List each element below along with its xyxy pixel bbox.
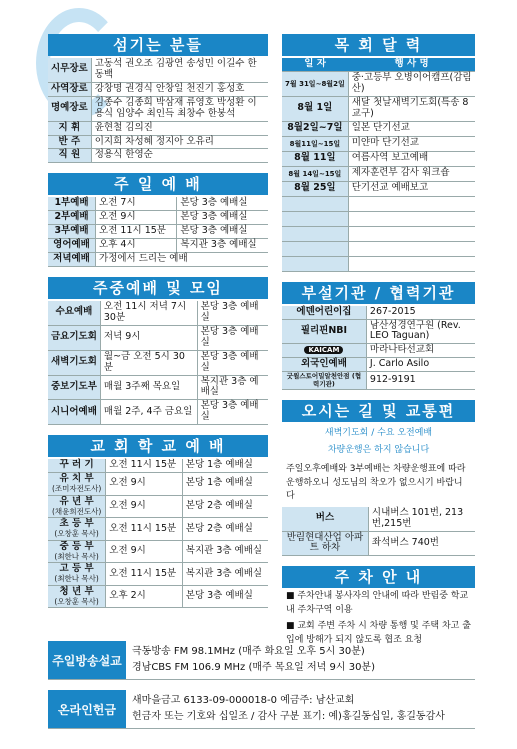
servants-section <box>48 34 268 163</box>
partner-row <box>282 372 475 390</box>
schedule-event: 중·고등부 오병이어캠프(감림산) <box>348 71 475 96</box>
parking-section <box>282 566 475 650</box>
school-dept <box>48 518 106 541</box>
school-place: 본당 2층 예배실 <box>182 518 268 541</box>
school-dept <box>48 563 106 586</box>
weekday-row <box>48 325 268 350</box>
weekday-place: 본당 3층 예배실 <box>197 325 268 350</box>
donation-row <box>48 690 475 729</box>
school-row <box>48 518 268 541</box>
broadcast-text <box>126 641 381 679</box>
weekday-header: 주중예배 및 모임 <box>48 277 268 299</box>
weekday-time: 월~금 오전 5시 30분 <box>100 350 197 375</box>
sunday-place: 본당 3층 예배실 <box>177 225 268 239</box>
servant-row <box>48 96 268 121</box>
weekday-time: 저녁 9시 <box>100 325 197 350</box>
directions-notice-1: 새벽기도회 / 수요 오전예배 <box>324 428 433 439</box>
sunday-header: 주 일 예 배 <box>48 173 268 195</box>
servant-role: 반 주 <box>48 135 91 149</box>
parking-line-2: ■ 교회 주변 주차 시 차량 통행 및 주택 차고 출입에 방해가 되지 않도록 협조 요청 <box>286 621 471 645</box>
partner-logo <box>282 344 366 358</box>
schedule-row <box>282 166 475 181</box>
sunday-place: 본당 3층 예배실 <box>177 197 268 210</box>
school-time: 오전 9시 <box>106 473 183 496</box>
schedule-date: 7월 31일~8월2일 <box>282 71 348 96</box>
servants-header: 섬기는 분들 <box>48 34 268 56</box>
school-header: 교 회 학 교 예 배 <box>48 435 268 457</box>
partner-row <box>282 344 475 358</box>
sunday-place: 복지관 3층 예배실 <box>177 239 268 253</box>
school-dept-pastor: (최한나 목사) <box>54 574 99 584</box>
servant-names: 강창명 권경식 안창일 천진기 홍성호 <box>91 82 268 96</box>
weekday-place: 본당 3층 예배실 <box>197 400 268 425</box>
school-dept-name: 초 등 부 <box>59 518 94 530</box>
donation-line-1: 새마을금고 6133-09-000018-0 예금주: 남산교회 <box>132 695 355 706</box>
servant-role: 시무장로 <box>48 58 91 82</box>
schedule-row <box>282 241 475 256</box>
partner-info: 마라나타선교회 <box>366 344 475 358</box>
partner-info: 남산성경연구원 (Rev. LEO Taguan) <box>366 319 475 344</box>
school-dept <box>48 585 106 608</box>
weekday-place: 본당 3층 예배실 <box>197 350 268 375</box>
schedule-date: 8월 25일 <box>282 181 348 196</box>
schedule-row <box>282 96 475 121</box>
weekday-time: 매월 3주째 목요일 <box>100 375 197 400</box>
weekday-name: 수요예배 <box>48 301 100 325</box>
weekday-name: 중보기도부 <box>48 375 100 400</box>
sunday-name: 영어예배 <box>48 239 96 253</box>
servant-row <box>48 58 268 82</box>
servant-role: 직 원 <box>48 149 91 163</box>
schedule-date: 8월 1일 <box>282 96 348 121</box>
sunday-time: 오전 7시 <box>96 197 177 210</box>
donation-line-2: 헌금자 또는 기호와 십일조 / 감사 구분 표기: 예)홍길동십일, 홍길동감사 <box>132 711 445 722</box>
broadcast-line-1: 극동방송 FM 98.1MHz (매주 화요일 오후 5시 30분) <box>132 646 365 657</box>
partners-table <box>282 306 475 391</box>
servant-names: 김종수 김종희 박삼재 류영호 박성환 이용식 임양수 최인득 최창수 한붕석 <box>91 96 268 121</box>
sunday-row <box>48 239 268 253</box>
school-time: 오전 11시 15분 <box>106 459 183 472</box>
parking-header: 주 차 안 내 <box>282 566 475 588</box>
school-place: 본당 3층 예배실 <box>182 585 268 608</box>
schedule-col-event: 행 사 명 <box>348 58 475 71</box>
schedule-event: 일본 단기선교 <box>348 121 475 136</box>
partner-info: J. Carlo Asilo <box>366 358 475 372</box>
school-dept-name: 청 년 부 <box>59 585 94 597</box>
school-dept-name: 고 등 부 <box>59 563 94 575</box>
schedule-event <box>348 211 475 226</box>
partner-info: 267-2015 <box>366 306 475 319</box>
weekday-row <box>48 350 268 375</box>
partner-info: 912-9191 <box>366 372 475 390</box>
partner-row <box>282 358 475 372</box>
transport-row <box>282 507 475 531</box>
school-row <box>48 459 268 472</box>
schedule-date: 8월11일~15일 <box>282 136 348 151</box>
servant-row <box>48 135 268 149</box>
sunday-name: 3부예배 <box>48 225 96 239</box>
school-place: 복지관 3층 예배실 <box>182 563 268 586</box>
school-dept <box>48 459 106 472</box>
school-dept <box>48 473 106 496</box>
weekday-place: 복지관 3층 예배실 <box>197 375 268 400</box>
schedule-header: 목 회 달 력 <box>282 34 475 56</box>
servant-row <box>48 82 268 96</box>
school-dept-name: 유 년 부 <box>59 495 94 507</box>
sunday-name: 저녁예배 <box>48 253 96 267</box>
weekday-row <box>48 375 268 400</box>
schedule-event <box>348 226 475 241</box>
schedule-row <box>282 181 475 196</box>
schedule-col-date: 일 자 <box>282 58 348 71</box>
weekday-time: 매월 2주, 4주 금요일 <box>100 400 197 425</box>
schedule-event: 새달 첫날새벽기도회(특송 8교구) <box>348 96 475 121</box>
school-row <box>48 495 268 518</box>
bus-stop-routes: 좌석버스 740번 <box>368 531 475 556</box>
school-time: 오후 2시 <box>106 585 183 608</box>
school-place: 본당 2층 예배실 <box>182 495 268 518</box>
sunday-time: 가정에서 드리는 예배 <box>96 253 268 267</box>
school-table <box>48 459 268 608</box>
school-time: 오전 11시 15분 <box>106 563 183 586</box>
servant-role: 명예장로 <box>48 96 91 121</box>
schedule-event <box>348 256 475 271</box>
partners-header: 부설기관 / 협력기관 <box>282 282 475 304</box>
bus-routes: 시내버스 101번, 213번,215번 <box>368 507 475 531</box>
directions-header: 오시는 길 및 교통편 <box>282 400 475 422</box>
school-row <box>48 540 268 563</box>
schedule-row <box>282 151 475 166</box>
schedule-event <box>348 241 475 256</box>
partner-name: 에덴어린이집 <box>282 306 366 319</box>
sunday-time: 오전 11시 15분 <box>96 225 177 239</box>
partner-row <box>282 306 475 319</box>
partners-section <box>282 282 475 391</box>
school-dept-pastor: (오창훈 목사) <box>54 529 99 539</box>
weekday-row <box>48 400 268 425</box>
donation-text <box>126 690 451 728</box>
transport-row <box>282 531 475 556</box>
broadcast-label: 주일방송설교 <box>48 641 126 679</box>
school-place: 본당 1층 예배실 <box>182 459 268 472</box>
sunday-row <box>48 211 268 225</box>
donation-label: 온라인헌금 <box>48 690 126 728</box>
sunday-time: 오전 9시 <box>96 211 177 225</box>
schedule-date: 8월2일~7일 <box>282 121 348 136</box>
school-dept <box>48 495 106 518</box>
weekday-section <box>48 277 268 425</box>
school-dept <box>48 540 106 563</box>
sunday-place: 본당 3층 예배실 <box>177 211 268 225</box>
school-dept-name: 꾸 러 기 <box>59 459 94 471</box>
schedule-event: 제자훈련부 감사 워크숍 <box>348 166 475 181</box>
school-dept-pastor: (최한나 목사) <box>54 551 99 561</box>
schedule-row <box>282 71 475 96</box>
schedule-date <box>282 211 348 226</box>
sunday-section <box>48 173 268 267</box>
weekday-table <box>48 301 268 425</box>
schedule-row <box>282 121 475 136</box>
schedule-date <box>282 256 348 271</box>
schedule-row <box>282 136 475 151</box>
school-time: 오전 9시 <box>106 495 183 518</box>
servant-names: 정용식 한영순 <box>91 149 268 163</box>
schedule-date <box>282 196 348 211</box>
weekday-name: 금요기도회 <box>48 325 100 350</box>
schedule-date <box>282 226 348 241</box>
transport-table <box>282 507 475 557</box>
broadcast-row <box>48 641 475 680</box>
directions-section <box>282 400 475 556</box>
sunday-name: 1부예배 <box>48 197 96 210</box>
schedule-row <box>282 211 475 226</box>
weekday-row <box>48 301 268 325</box>
bus-stop-label: 반림현대산업 아파트 하차 <box>282 531 368 556</box>
school-dept-pastor: (오창훈 목사) <box>54 596 99 606</box>
school-row <box>48 473 268 496</box>
partner-row <box>282 319 475 344</box>
servant-role: 지 휘 <box>48 121 91 135</box>
directions-notice-2: 차량운행은 하지 않습니다 <box>327 444 430 455</box>
bus-label: 버스 <box>282 507 368 531</box>
kaicam-logo: KAICAM <box>304 346 343 354</box>
servants-table <box>48 58 268 163</box>
servant-names: 윤현철 김의진 <box>91 121 268 135</box>
schedule-row <box>282 256 475 271</box>
sunday-name: 2부예배 <box>48 211 96 225</box>
weekday-time: 오전 11시 저녁 7시 30분 <box>100 301 197 325</box>
school-dept-name: 중 등 부 <box>59 540 94 552</box>
schedule-date <box>282 241 348 256</box>
schedule-head-row <box>282 58 475 71</box>
donation-bar <box>48 690 475 729</box>
sunday-row <box>48 253 268 267</box>
school-section <box>48 435 268 608</box>
schedule-event: 미얀마 단기선교 <box>348 136 475 151</box>
partner-name: 외국인예배 <box>282 358 366 372</box>
broadcast-bar <box>48 641 475 680</box>
schedule-section <box>282 34 475 272</box>
left-column <box>48 34 268 618</box>
parking-line-1: ■ 주차안내 봉사자의 안내에 따라 반림중 학교 내 주차구역 이용 <box>286 591 469 615</box>
school-dept-pastor: (채윤희전도사) <box>51 506 102 516</box>
servant-row <box>48 121 268 135</box>
directions-body: 주일오후예배와 3부예배는 차량운행표에 따라 운행하오니 성도님의 착오가 없으시기 바랍니다 <box>286 464 466 502</box>
servant-names: 고동석 권오조 김광연 송성민 이길수 한동백 <box>91 58 268 82</box>
partner-name: 굿윌스토어밀알천안점 (협력기관) <box>282 372 366 390</box>
school-row <box>48 563 268 586</box>
schedule-row <box>282 196 475 211</box>
school-time: 오전 11시 15분 <box>106 518 183 541</box>
sunday-row <box>48 225 268 239</box>
school-time: 오전 9시 <box>106 540 183 563</box>
schedule-table <box>282 58 475 272</box>
sunday-time: 오후 4시 <box>96 239 177 253</box>
sunday-table <box>48 197 268 267</box>
weekday-name: 새벽기도회 <box>48 350 100 375</box>
schedule-date: 8월 14일~15일 <box>282 166 348 181</box>
school-place: 복지관 3층 예배실 <box>182 540 268 563</box>
school-row <box>48 585 268 608</box>
weekday-name: 시니어예배 <box>48 400 100 425</box>
school-place: 본당 1층 예배실 <box>182 473 268 496</box>
schedule-event <box>348 196 475 211</box>
broadcast-line-2: 경남CBS FM 106.9 MHz (매주 목요일 저녁 9시 30분) <box>132 662 375 673</box>
servant-names: 이지희 차성혜 정지아 오유리 <box>91 135 268 149</box>
servant-row <box>48 149 268 163</box>
schedule-row <box>282 226 475 241</box>
partner-name: 필리핀NBI <box>282 319 366 344</box>
servant-role: 사역장로 <box>48 82 91 96</box>
schedule-event: 여름사역 보고예배 <box>348 151 475 166</box>
right-column <box>282 34 475 660</box>
schedule-date: 8월 11일 <box>282 151 348 166</box>
school-dept-pastor: (조미자전도사) <box>51 484 102 494</box>
sunday-row <box>48 197 268 210</box>
weekday-place: 본당 3층 예배실 <box>197 301 268 325</box>
school-dept-name: 유 치 부 <box>59 473 94 485</box>
schedule-event: 단기선교 예배보고 <box>348 181 475 196</box>
